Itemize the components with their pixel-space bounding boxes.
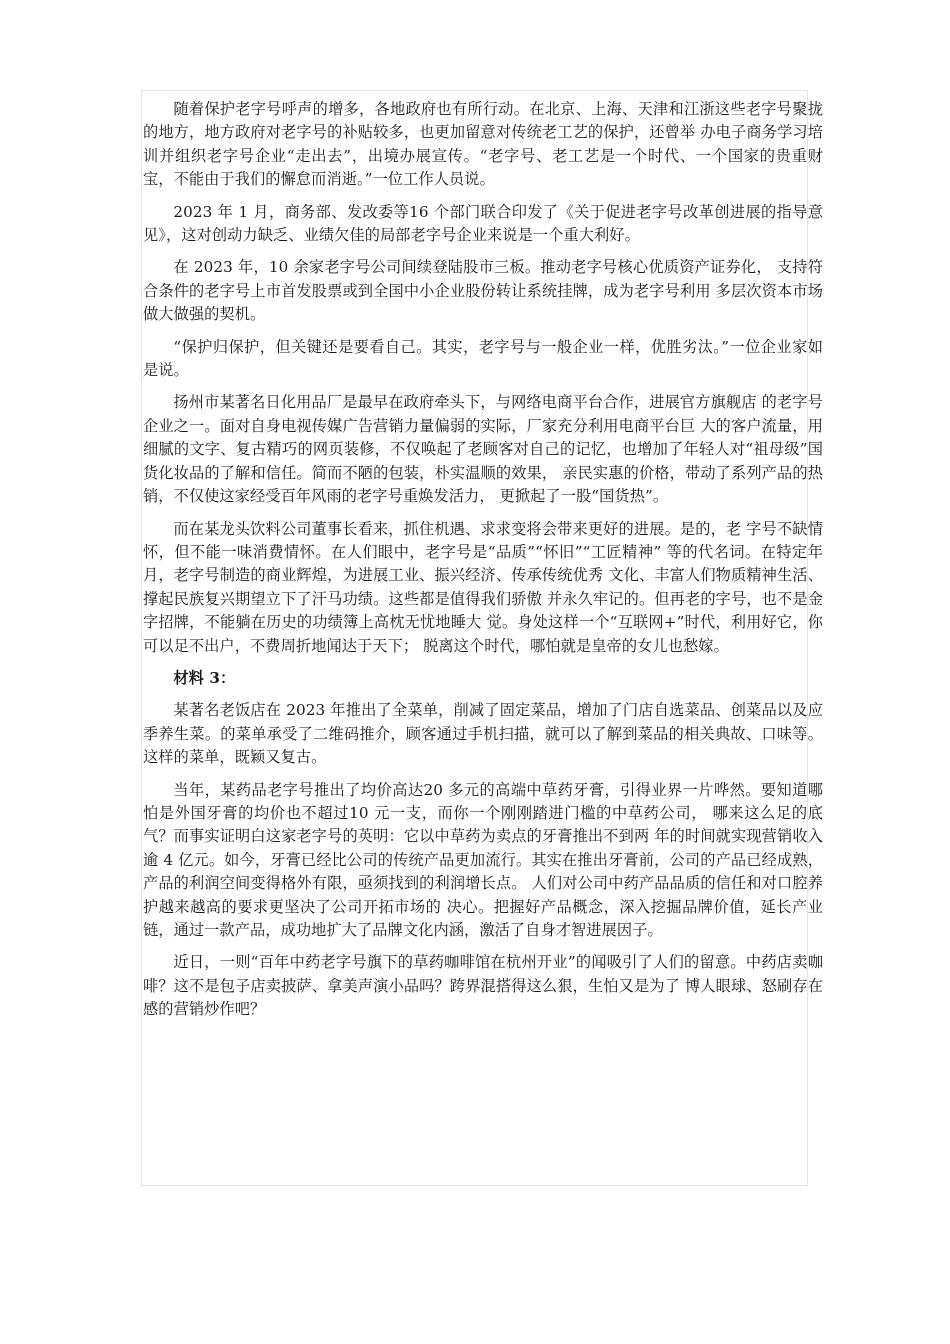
- paragraph-stock-listing: 在 2023 年，10 余家老字号公司间续登陆股市三板。推动老字号核心优质资产证券化， 支持符合条件的老字号上市首发股票或到全国中小企业股份转让系统挂牌，成为老字号利用 多层次资本市场做大做强的契机。: [143, 258, 823, 324]
- paragraph-restaurant-menu: 某著名老饭店在 2023 年推出了全菜单，削减了固定菜品，增加了门店自选菜品、创菜品以及应季养生菜。的菜单承受了二维码推介，顾客通过手机扫描，就可以了解到菜品的相关典故、口味等。这样的菜单，既颖又复古。: [143, 701, 823, 767]
- paragraph-herbal-coffee: 近日，一则“百年中药老字号旗下的草药咖啡馆在杭州开业”的闻吸引了人们的留意。中药店卖咖啡？这不是包子店卖披萨、拿美声演小品吗？跨界混搭得这么狠，生怕又是为了 博人眼球、怒刷存在感的营销炒作吧？: [143, 953, 823, 1019]
- document-body: [143, 98, 823, 1031]
- paragraph-beverage-company: 而在某龙头饮料公司董事长看来，抓住机遇、求求变将会带来更好的进展。是的，老 字号不缺情怀，但不能一味消费情怀。在人们眼中，老字号是“品质”“怀旧”“工匠精神” 等的代名词。在特定年月，老字号制造的商业辉煌，为进展工业、振兴经济、传承传统优秀 文化、丰富人们物质精神生活、撑起民族复兴期望立下了汗马功绩。这些都是值得我们骄傲 并永久牢记的。但再老的字号，也不是金字招牌，不能躺在历史的功绩簿上高枕无忧地睡大 觉。身处这样一个“互联网+”时代，利用好它，你可以足不出户，不费周折地闻达于天下； 脱离这个时代，哪怕就是皇帝的女儿也愁嫁。: [143, 519, 823, 655]
- material-3-heading: 材料 3：: [173, 668, 236, 687]
- paragraph-yangzhou-cosmetics: 扬州市某著名日化用品厂是最早在政府牵头下，与网络电商平台合作，进展官方旗舰店 的老字号企业之一。面对自身电视传媒广告营销力量偏弱的实际，厂家充分利用电商平台巨 大的客户流量，用细腻的文字、复古精巧的网页装修，不仅唤起了老顾客对自己的记忆，也增加了年轻人对“祖母级”国货化妆品的了解和信任。简而不陋的包装，朴实温顺的效果， 亲民实惠的价格，带动了系列产品的热销，不仅使这家经受百年风雨的老字号重焕发活力， 更掀起了一股“国货热”。: [143, 393, 823, 506]
- paragraph-local-government-action: 随着保护老字号呼声的增多，各地政府也有所行动。在北京、上海、天津和江浙这些老字号聚拢的地方，地方政府对老字号的补贴较多，也更加留意对传统老工艺的保护，还曾举 办电子商务学习培训并组织老字号企业“走出去”，出境办展宣传。“老字号、老工艺是一个时代、一个国家的贵重财宝，不能由于我们的懈怠而消逝。”一位工作人员说。: [143, 100, 823, 189]
- paragraph-herbal-toothpaste: 当年，某药品老字号推出了均价高达20 多元的高端中草药牙膏，引得业界一片哗然。要知道哪怕是外国牙膏的均价也不超过10 元一支，而你一个刚刚踏进门槛的中草药公司， 哪来这么足的底气？而事实证明白这家老字号的英明：它以中草药为卖点的牙膏推出不到两 年的时间就实现营销收入逾 4 亿元。如今，牙膏已经比公司的传统产品更加流行。其实在推出牙膏前，公司的产品已经成熟，产品的利润空间变得格外有限，亟须找到的利润增长点。 人们对公司中药产品品质的信任和对口腔养护越来越高的要求更坚决了公司开拓市场的 决心。把握好产品概念，深入挖掘品牌价值，延长产业链，通过一款产品，成功地扩大了品牌文化内涵，激活了自身才智进展因子。: [143, 780, 823, 939]
- paragraph-entrepreneur-quote: “保护归保护，但关键还是要看自己。其实，老字号与一般企业一样，优胜劣汰。”一位企业家如是说。: [143, 337, 823, 380]
- paragraph-guidance-opinion: 2023 年 1 月，商务部、发改委等16 个部门联合印发了《关于促进老字号改革创进展的指导意见》，这对创动力缺乏、业绩欠佳的局部老字号企业来说是一个重大利好。: [143, 202, 823, 245]
